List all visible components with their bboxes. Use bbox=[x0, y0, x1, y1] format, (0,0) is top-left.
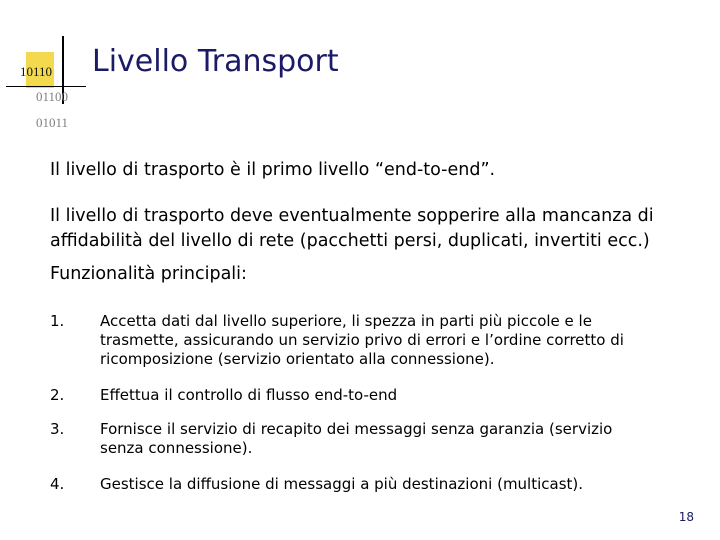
logo-binary-2: 01100 bbox=[36, 89, 69, 104]
paragraph-reliability bbox=[50, 204, 654, 254]
list-item-number: 1. bbox=[50, 312, 65, 330]
logo-binary-1: 10110 bbox=[20, 64, 53, 79]
list-item-number: 4. bbox=[50, 475, 65, 493]
list-item-text: Fornisce il servizio di recapito dei messaggi senza garanzia (servizio senza connessione). bbox=[100, 420, 613, 457]
list-item-text: Gestisce la diffusione di messaggi a più destinazioni (multicast). bbox=[100, 475, 584, 493]
paragraph-reliability-line-2: affidabilità del livello di rete (pacchetti persi, duplicati, invertiti ecc.) bbox=[50, 231, 650, 251]
logo-binary-3: 01011 bbox=[36, 115, 69, 130]
logo-horizontal-line bbox=[6, 86, 86, 87]
slide-title: Livello Transport bbox=[92, 44, 339, 79]
list-item-text: Accetta dati dal livello superiore, li spezza in parti più piccole e le trasmette, assicurando un servizio privo di errori e l’ordine corretto di ricomposizione (servizio orientato alla connessione). bbox=[100, 312, 624, 368]
list-item-number: 2. bbox=[50, 386, 65, 404]
paragraph-reliability-line-1: Il livello di trasporto deve eventualmente sopperire alla mancanza di bbox=[50, 206, 654, 226]
list-item-number: 3. bbox=[50, 420, 65, 438]
paragraph-end-to-end: Il livello di trasporto è il primo livello “end-to-end”. bbox=[50, 160, 496, 180]
list-item-text: Effettua il controllo di flusso end-to-end bbox=[100, 386, 398, 404]
page-number: 18 bbox=[678, 510, 694, 524]
paragraph-functions-heading: Funzionalità principali: bbox=[50, 264, 247, 284]
